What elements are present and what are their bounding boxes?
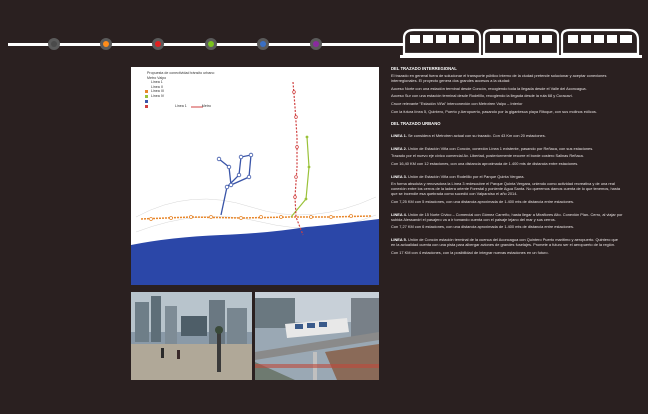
line1-paragraph	[391, 133, 623, 138]
line1-label: LINEA 1.	[391, 133, 407, 139]
map-legend	[147, 71, 214, 99]
paragraph: En forma absoluta y renovadora la Línea 3 redescubre el Parque Quinta Vergara, uniendo como actividad recreativa y de una real conexión entre los cerros de la ladera oriente Forestal y poniente Agua Santa. No queremos damos cuenta de lo que tenemos, hasta que se incendie esa quebrada como sucedió con Valparaíso el año 2014.	[391, 181, 621, 197]
line4-text: Unión de 15 Norte Cívico – Comercial con Gómez Carreño, hasta llegar a Miraflores Alto. Conexión Plan- Cerro, al viajar por subida Alessandri el pasajero va a ir tomando cuenta con el paisaje lejano del mar y sus cerros.	[391, 211, 623, 222]
section-title-interregional: DEL TRAZADO INTERREGIONAL	[391, 66, 457, 71]
section-title-urban: DEL TRAZADO URBANO	[391, 121, 441, 127]
map-legend-note	[175, 104, 211, 108]
line-dot-gray	[48, 38, 60, 50]
line-dot-blue	[257, 38, 269, 50]
line5-label: LINEA 5.	[391, 236, 407, 242]
paragraph: Con 16,40 KM con 12 estaciones, con una distancia aproximada de 1.400 mts de distancia entre estaciones.	[391, 161, 579, 167]
paragraph: Con 17 KM con 4 estaciones, con la posibilidad de integrar nuevas estaciones en un futuro.	[391, 249, 549, 255]
urban-plaza-photo	[131, 292, 252, 380]
line-dot-orange	[100, 38, 112, 50]
line1-text: Se considera el Metrotren actual con su trazado. Con 43 Km con 20 estaciones.	[407, 133, 546, 139]
paragraph: Con 7,25 KM con 5 estaciones, con una distancia aproximada de 1.400 mts de distancia entre estaciones.	[391, 199, 574, 204]
line-dot-green	[205, 38, 217, 50]
line-dot-red	[152, 38, 164, 50]
map-legend-item: Linea III	[151, 89, 164, 94]
transit-map	[131, 67, 379, 285]
line3-paragraph	[391, 174, 623, 179]
line4-label: LINEA 4.	[391, 211, 407, 217]
map-legend-item: Linea 1	[151, 80, 163, 85]
sea-area	[131, 219, 379, 285]
paragraph: Con la futura línea 5, Quintero, Puerto y Aeropuerto, pasando por la gigantesca playa Ritoque, con sus molinos eólicos.	[391, 108, 597, 114]
line5-paragraph	[391, 237, 623, 247]
map-legend-item: Linea IV	[151, 93, 165, 98]
line4-paragraph	[391, 212, 623, 222]
line2-route	[291, 137, 309, 217]
monorail-photo	[255, 292, 379, 380]
line2-paragraph	[391, 146, 623, 151]
line2-text: Unión de Estación Viña con Concón, conexión Línea 1 existente, pasando por Reñaca, con sus estaciones.	[407, 145, 594, 151]
paragraph: Acceso Sur con una estación terminal desde Rodelillo, recogiendo la llegada desde la ruta 68 y Curacaví.	[391, 93, 573, 99]
paragraph: Con 7,27 KM con 6 estaciones, con una distancia aproximada de 1.400 mts de distancia entre estaciones.	[391, 224, 574, 230]
map-legend-title: Propuesta de conectividad tránsito urbano	[147, 71, 215, 75]
line-dot-purple	[310, 38, 322, 50]
map-legend-item: Metro Valpo	[147, 75, 167, 80]
line3-route	[219, 155, 251, 215]
legend-note-left: Linea 1	[175, 104, 187, 108]
paragraph: Acceso Norte con una estación terminal desde Concón, recogiendo toda la llegada desde el Valle del Aconcagua.	[391, 85, 587, 91]
line2-label: LINEA 2.	[391, 145, 407, 151]
line3-label: LINEA 3.	[391, 173, 407, 179]
map-legend-item: Linea II	[151, 84, 163, 89]
line1-route	[141, 216, 371, 219]
map-drawing	[131, 67, 379, 285]
paragraph: Cruce relevante "Estación Viña" interconexión con Metrotren Valpo – Interior	[391, 100, 523, 106]
train-icon	[400, 24, 642, 60]
paragraph: Trazado por el nuevo eje cívico comercial Av. Libertad, posteriormente recorre el borde costero Salinas Reñaca.	[391, 153, 584, 159]
line3-text: Unión de Estación Viña con Rodelillo por el Parque Quinta Vergara.	[407, 173, 525, 179]
legend-note-right: Metro	[201, 104, 211, 108]
description-column	[391, 66, 623, 257]
paragraph: El trazado en general fuera de solucionar el transporte público interno de la ciudad pretende solucionar y aceptar conexiones interregionales. El proyecto genera dos grandes accesos a la ciudad:	[391, 73, 607, 84]
line5-text: Unión de Concón estación terminal de la cuenca del Aconcagua con Quintero Puerto marítimo y aeropuerto. Quintero que en la actualidad cuenta con una pista para albergar aviones de grandes fuselajes. Promete a futuro ser el aeropuerto de la región.	[391, 236, 618, 247]
